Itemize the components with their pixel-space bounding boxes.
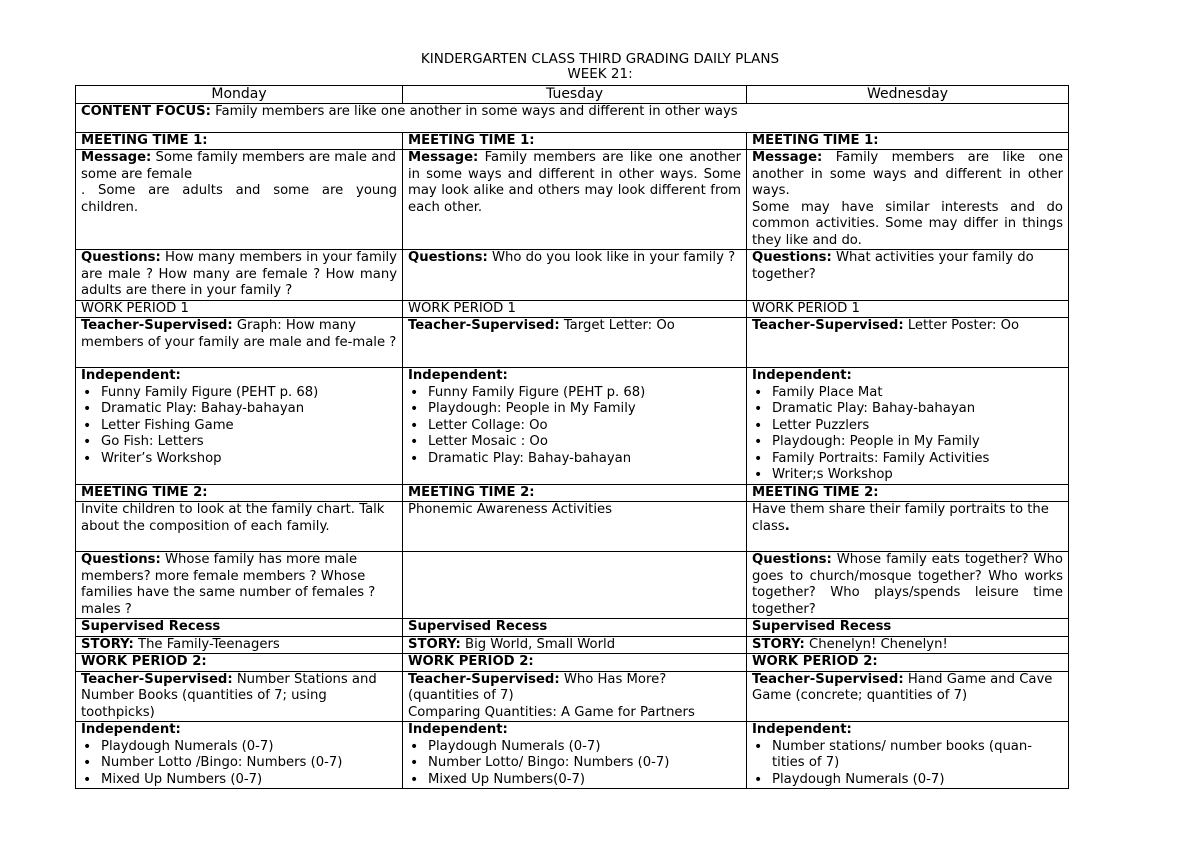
questions-row: [76, 250, 1069, 301]
day-header-monday: Monday: [76, 86, 403, 104]
monday-work-period-1-heading: WORK PERIOD 1: [76, 300, 403, 318]
tuesday-teacher-2-label: Teacher-Supervised:: [408, 671, 560, 687]
wednesday-teacher-supervised-1: [747, 318, 1069, 368]
questions-2-row: [76, 552, 1069, 619]
list-item: • Mixed Up Numbers (0-7): [81, 772, 397, 789]
teacher-supervised-1-row: [76, 318, 1069, 368]
tuesday-independent-2: [403, 722, 747, 789]
monday-independent-2: [76, 722, 403, 789]
work-period-1-row: [76, 300, 1069, 318]
content-focus-text: Family members are like one another in some ways and different in other ways: [210, 103, 738, 119]
tuesday-teacher-2-extra: Comparing Quantities: A Game for Partners: [408, 704, 695, 720]
meeting-time-2-content-row: [76, 502, 1069, 552]
list-item: • Letter Puzzlers: [752, 418, 1063, 435]
monday-story-text: The Family-Teenagers: [133, 636, 280, 652]
monday-message-label: Message:: [81, 150, 152, 165]
tuesday-work-period-2-heading: WORK PERIOD 2:: [403, 654, 747, 672]
monday-meeting-2-heading: MEETING TIME 2:: [76, 484, 403, 502]
wednesday-work-period-2-heading: WORK PERIOD 2:: [747, 654, 1069, 672]
supervised-recess-row: [76, 619, 1069, 637]
tuesday-questions-cell: [403, 250, 747, 301]
tuesday-independent-list: [408, 385, 741, 468]
monday-work-period-2-heading: WORK PERIOD 2:: [76, 654, 403, 672]
monday-questions-cell: [76, 250, 403, 301]
list-item: • Number Lotto /Bingo: Numbers (0-7): [81, 755, 397, 772]
list-item: • Playdough: People in My Family: [752, 434, 1063, 451]
wednesday-independent-2-label: Independent:: [752, 722, 852, 737]
monday-meeting-2-text: Invite children to look at the family chart. Talk about the composition of each family.: [76, 502, 403, 552]
wednesday-independent-1: [747, 368, 1069, 485]
tuesday-message-text: Family members are like one another in some ways and different in other ways. Some may look alike and others may look different from each other.: [408, 150, 741, 215]
wednesday-story-cell: [747, 636, 1069, 654]
monday-message-cell: [76, 150, 403, 250]
monday-independent-label: Independent:: [81, 368, 181, 383]
list-item: • Letter Collage: Oo: [408, 418, 741, 435]
wednesday-teacher-supervised-2: [747, 671, 1069, 722]
tuesday-independent-2-list: [408, 739, 741, 789]
monday-independent-list: [81, 385, 397, 468]
tuesday-teacher-label: Teacher-Supervised:: [408, 318, 560, 333]
tuesday-work-period-1-heading: WORK PERIOD 1: [403, 300, 747, 318]
monday-recess: Supervised Recess: [76, 619, 403, 637]
independent-1-row: [76, 368, 1069, 485]
wednesday-message-line-1: Family members are like one another in some ways and different in other ways.: [752, 150, 1063, 198]
wednesday-story-text: Chenelyn! Chenelyn!: [804, 636, 948, 652]
list-item: • Dramatic Play: Bahay-bahayan: [408, 451, 741, 468]
monday-teacher-2-label: Teacher-Supervised:: [81, 671, 233, 687]
list-item: • Family Portraits: Family Activities: [752, 451, 1063, 468]
monday-questions-text: How many members in your family are male ? How many are female ? How many adults are there in your family ?: [81, 250, 397, 298]
day-header-wednesday: Wednesday: [747, 86, 1069, 104]
content-focus-label: CONTENT FOCUS:: [81, 103, 211, 119]
message-row: [76, 150, 1069, 250]
week-label: WEEK 21:: [567, 66, 633, 82]
monday-story-cell: [76, 636, 403, 654]
monday-independent-2-label: Independent:: [81, 722, 181, 737]
wednesday-independent-list: [752, 385, 1063, 484]
wednesday-meeting-2-text: Have them share their family portraits to the class: [752, 502, 1049, 534]
meeting-time-1-row: [76, 132, 1069, 150]
list-item: • Playdough Numerals (0-7): [752, 772, 1063, 789]
wednesday-message-cell: [747, 150, 1069, 250]
tuesday-questions-2-cell: [403, 552, 747, 619]
independent-2-row: [76, 722, 1069, 789]
tuesday-teacher-text: Target Letter: Oo: [559, 318, 675, 333]
tuesday-meeting-2-heading: MEETING TIME 2:: [403, 484, 747, 502]
monday-questions-2-label: Questions:: [81, 552, 161, 567]
monday-teacher-text: Graph: How many members of your family are male and fe-male ?: [81, 318, 397, 350]
tuesday-story-text: Big World, Small World: [460, 636, 616, 652]
wednesday-independent-label: Independent:: [752, 368, 852, 383]
list-item: • Letter Mosaic : Oo: [408, 434, 741, 451]
meeting-time-2-row: [76, 484, 1069, 502]
day-header-row: [76, 86, 1069, 104]
tuesday-independent-2-label: Independent:: [408, 722, 508, 737]
work-period-2-row: [76, 654, 1069, 672]
monday-questions-2-cell: [76, 552, 403, 619]
monday-independent-2-list: [81, 739, 397, 789]
wednesday-meeting-1-heading: MEETING TIME 1:: [747, 132, 1069, 150]
monday-teacher-2-text: Number Stations and Number Books (quantities of 7; using toothpicks): [81, 671, 377, 720]
wednesday-questions-2-label: Questions:: [752, 552, 832, 567]
monday-independent-1: [76, 368, 403, 485]
story-row: [76, 636, 1069, 654]
list-item: • Family Place Mat: [752, 385, 1063, 402]
tuesday-teacher-supervised-2: [403, 671, 747, 722]
document-title: KINDERGARTEN CLASS THIRD GRADING DAILY PLANS: [420, 51, 780, 67]
wednesday-work-period-1-heading: WORK PERIOD 1: [747, 300, 1069, 318]
content-focus-row: [76, 103, 1069, 132]
list-item: • Funny Family Figure (PEHT p. 68): [408, 385, 741, 402]
wednesday-questions-cell: [747, 250, 1069, 301]
list-item: • Letter Fishing Game: [81, 418, 397, 435]
wednesday-teacher-2-text: Hand Game and Cave Game (concrete; quantities of 7): [752, 671, 1053, 703]
list-item: • Playdough Numerals (0-7): [81, 739, 397, 756]
monday-teacher-supervised-2: [76, 671, 403, 722]
wednesday-questions-2-cell: [747, 552, 1069, 619]
list-item: • Dramatic Play: Bahay-bahayan: [81, 401, 397, 418]
monday-message-line-1: Some family members are male and some are female: [81, 150, 397, 182]
daily-plan-table: [75, 85, 1069, 789]
tuesday-message-label: Message:: [408, 150, 479, 165]
list-item: • Number Lotto/ Bingo: Numbers (0-7): [408, 755, 741, 772]
tuesday-questions-label: Questions:: [408, 250, 488, 265]
wednesday-story-label: STORY:: [752, 636, 805, 652]
tuesday-teacher-supervised-1: [403, 318, 747, 368]
list-item: • Funny Family Figure (PEHT p. 68): [81, 385, 397, 402]
list-item: • Dramatic Play: Bahay-bahayan: [752, 401, 1063, 418]
wednesday-meeting-2-heading: MEETING TIME 2:: [747, 484, 1069, 502]
wednesday-message-line-2: Some may have similar interests and do common activities. Some may differ in things they like and do.: [752, 199, 1063, 248]
wednesday-teacher-2-label: Teacher-Supervised:: [752, 671, 904, 687]
document-heading: [0, 52, 1200, 82]
monday-message-line-2: . Some are adults and some are young children.: [81, 183, 397, 215]
list-item: • Writer’s Workshop: [81, 451, 397, 468]
tuesday-message-cell: [403, 150, 747, 250]
wednesday-meeting-2-cell: [747, 502, 1069, 552]
list-item: • Mixed Up Numbers(0-7): [408, 772, 741, 789]
wednesday-questions-label: Questions:: [752, 250, 832, 265]
monday-questions-label: Questions:: [81, 250, 161, 265]
monday-meeting-1-heading: MEETING TIME 1:: [76, 132, 403, 150]
tuesday-questions-text: Who do you look like in your family ?: [487, 250, 736, 265]
wednesday-recess: Supervised Recess: [747, 619, 1069, 637]
tuesday-meeting-2-text: Phonemic Awareness Activities: [403, 502, 747, 552]
day-header-tuesday: Tuesday: [403, 86, 747, 104]
wednesday-teacher-text: Letter Poster: Oo: [903, 318, 1020, 333]
list-item: • Playdough: People in My Family: [408, 401, 741, 418]
teacher-supervised-2-row: [76, 671, 1069, 722]
wednesday-meeting-2-period: .: [784, 518, 790, 534]
monday-story-label: STORY:: [81, 636, 134, 652]
tuesday-story-cell: [403, 636, 747, 654]
list-item: • Number stations/ number books (quan-tities of 7): [752, 739, 1063, 772]
wednesday-independent-2: [747, 722, 1069, 789]
wednesday-teacher-label: Teacher-Supervised:: [752, 318, 904, 333]
tuesday-teacher-2-text: Who Has More? (quantities of 7): [408, 671, 667, 703]
wednesday-questions-text: What activities your family do together?: [752, 250, 1034, 282]
wednesday-message-label: Message:: [752, 150, 823, 165]
tuesday-independent-label: Independent:: [408, 368, 508, 383]
monday-questions-2-text: Whose family has more male members? more female members ? Whose families have the same number of females ? males ?: [81, 552, 376, 617]
tuesday-story-label: STORY:: [408, 636, 461, 652]
tuesday-meeting-1-heading: MEETING TIME 1:: [403, 132, 747, 150]
tuesday-independent-1: [403, 368, 747, 485]
monday-teacher-supervised-1: [76, 318, 403, 368]
list-item: • Playdough Numerals (0-7): [408, 739, 741, 756]
monday-teacher-label: Teacher-Supervised:: [81, 318, 233, 333]
list-item: • Writer;s Workshop: [752, 467, 1063, 484]
wednesday-questions-2-text: Whose family eats together? Who goes to church/mosque together? Who works together? Who plays/spends leisure time together?: [752, 552, 1063, 617]
list-item: • Go Fish: Letters: [81, 434, 397, 451]
tuesday-recess: Supervised Recess: [403, 619, 747, 637]
wednesday-independent-2-list: [752, 739, 1063, 789]
content-focus-cell: [76, 103, 1069, 132]
